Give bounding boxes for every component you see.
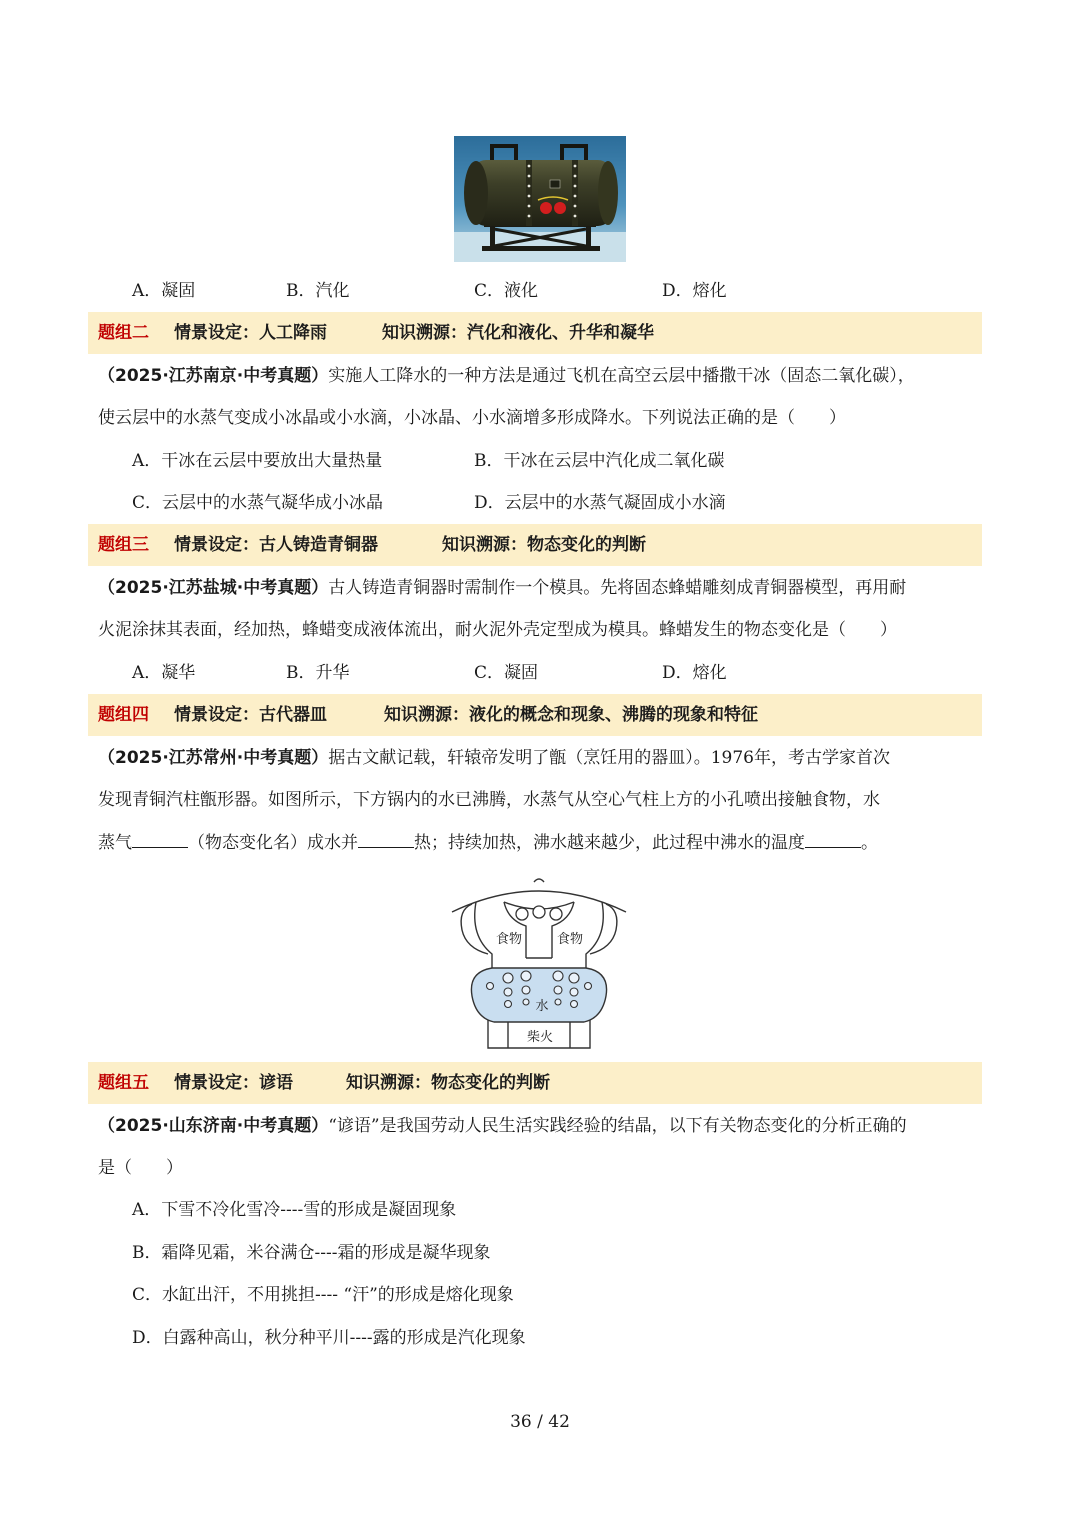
scene-setting: 情景设定：古代器皿 (174, 705, 327, 725)
option-b: B．干冰在云层中汽化成二氧化碳 (474, 451, 725, 471)
answer-blank[interactable] (132, 831, 188, 848)
option-a: A．凝华 (132, 663, 196, 683)
knowledge-source: 知识溯源：汽化和液化、升华和凝华 (382, 323, 654, 343)
knowledge-source: 知识溯源：物态变化的判断 (442, 535, 646, 555)
group-name: 题组五 (98, 1073, 149, 1093)
text-segment: 。 (861, 833, 878, 853)
question-line: 实施人工降水的一种方法是通过飞机在高空云层中播撒干冰（固态二氧化碳）， (328, 366, 915, 386)
text-segment: （物态变化名）成水并 (188, 833, 358, 853)
option-c: C．云层中的水蒸气凝华成小冰晶 (132, 493, 384, 513)
question-source: （2025·江苏盐城·中考真题） (98, 578, 329, 598)
group-name: 题组三 (98, 535, 149, 555)
question-line: 据古文献记载，轩辕帝发明了甑（烹饪用的器皿）。1976年，考古学家首次 (328, 748, 890, 768)
group-name: 题组四 (98, 705, 149, 725)
group-name: 题组二 (98, 323, 149, 343)
knowledge-source: 知识溯源：物态变化的判断 (346, 1073, 550, 1093)
scene-setting: 情景设定：古人铸造青铜器 (174, 535, 378, 555)
food-label-left: 食物 (495, 932, 523, 947)
question-line: “谚语”是我国劳动人民生活实践经验的结晶，以下有关物态变化的分析正确的 (328, 1116, 907, 1136)
answer-blank[interactable] (805, 831, 861, 848)
answer-blank[interactable] (358, 831, 414, 848)
option-a: A．干冰在云层中要放出大量热量 (132, 451, 383, 471)
text-segment: 蒸气 (98, 833, 132, 853)
equipment-photo (454, 136, 626, 262)
option-d: D．白露种高山，秋分种平川----露的形成是汽化现象 (132, 1328, 526, 1348)
option-d: D．云层中的水蒸气凝固成小水滴 (474, 493, 726, 513)
knowledge-source: 知识溯源：液化的概念和现象、沸腾的现象和特征 (384, 705, 758, 725)
question-line: 是（ ） (98, 1158, 183, 1178)
question-line: 使云层中的水蒸气变成小冰晶或小水滴，小冰晶、小水滴增多形成降水。下列说法正确的是（ ） (98, 408, 846, 428)
question-source: （2025·江苏常州·中考真题） (98, 748, 329, 768)
water-label: 水 (535, 999, 549, 1014)
question-text (98, 576, 906, 600)
question-text (98, 1114, 907, 1138)
option-b: B．升华 (286, 663, 350, 683)
option-d: D．熔化 (662, 281, 727, 301)
group-header (88, 1062, 982, 1104)
group-header (88, 694, 982, 736)
question-text (98, 746, 890, 770)
scene-setting: 情景设定：人工降雨 (174, 323, 327, 343)
question-text (98, 364, 915, 388)
option-d: D．熔化 (662, 663, 727, 683)
option-a: A．凝固 (132, 281, 196, 301)
option-b: B．汽化 (286, 281, 350, 301)
food-label-right: 食物 (556, 932, 584, 947)
question-source: （2025·山东济南·中考真题） (98, 1116, 329, 1136)
group-header (88, 312, 982, 354)
question-line (98, 831, 878, 855)
option-c: C．水缸出汗，不用挑担---- “汗”的形成是熔化现象 (132, 1285, 514, 1305)
option-a: A．下雪不冷化雪冷----雪的形成是凝固现象 (132, 1200, 457, 1220)
option-c: C．凝固 (474, 663, 539, 683)
question-line: 火泥涂抹其表面，经加热，蜂蜡变成液体流出，耐火泥外壳定型成为模具。蜂蜡发生的物态变化是（ ） (98, 620, 897, 640)
text-segment: 热；持续加热，沸水越来越少，此过程中沸水的温度 (414, 833, 805, 853)
group-header (88, 524, 982, 566)
option-b: B．霜降见霜，米谷满仓----霜的形成是凝华现象 (132, 1243, 491, 1263)
question-line: 发现青铜汽柱甑形器。如图所示，下方锅内的水已沸腾，水蒸气从空心气柱上方的小孔喷出接触食物，水 (98, 790, 880, 810)
scene-setting: 情景设定：谚语 (174, 1073, 293, 1093)
option-c: C．液化 (474, 281, 539, 301)
steamer-diagram (448, 876, 630, 1050)
question-line: 古人铸造青铜器时需制作一个模具。先将固态蜂蜡雕刻成青铜器模型，再用耐 (328, 578, 907, 598)
firewood-label: 柴火 (526, 1030, 554, 1045)
page-number: 36 / 42 (510, 1412, 570, 1432)
question-source: （2025·江苏南京·中考真题） (98, 366, 329, 386)
